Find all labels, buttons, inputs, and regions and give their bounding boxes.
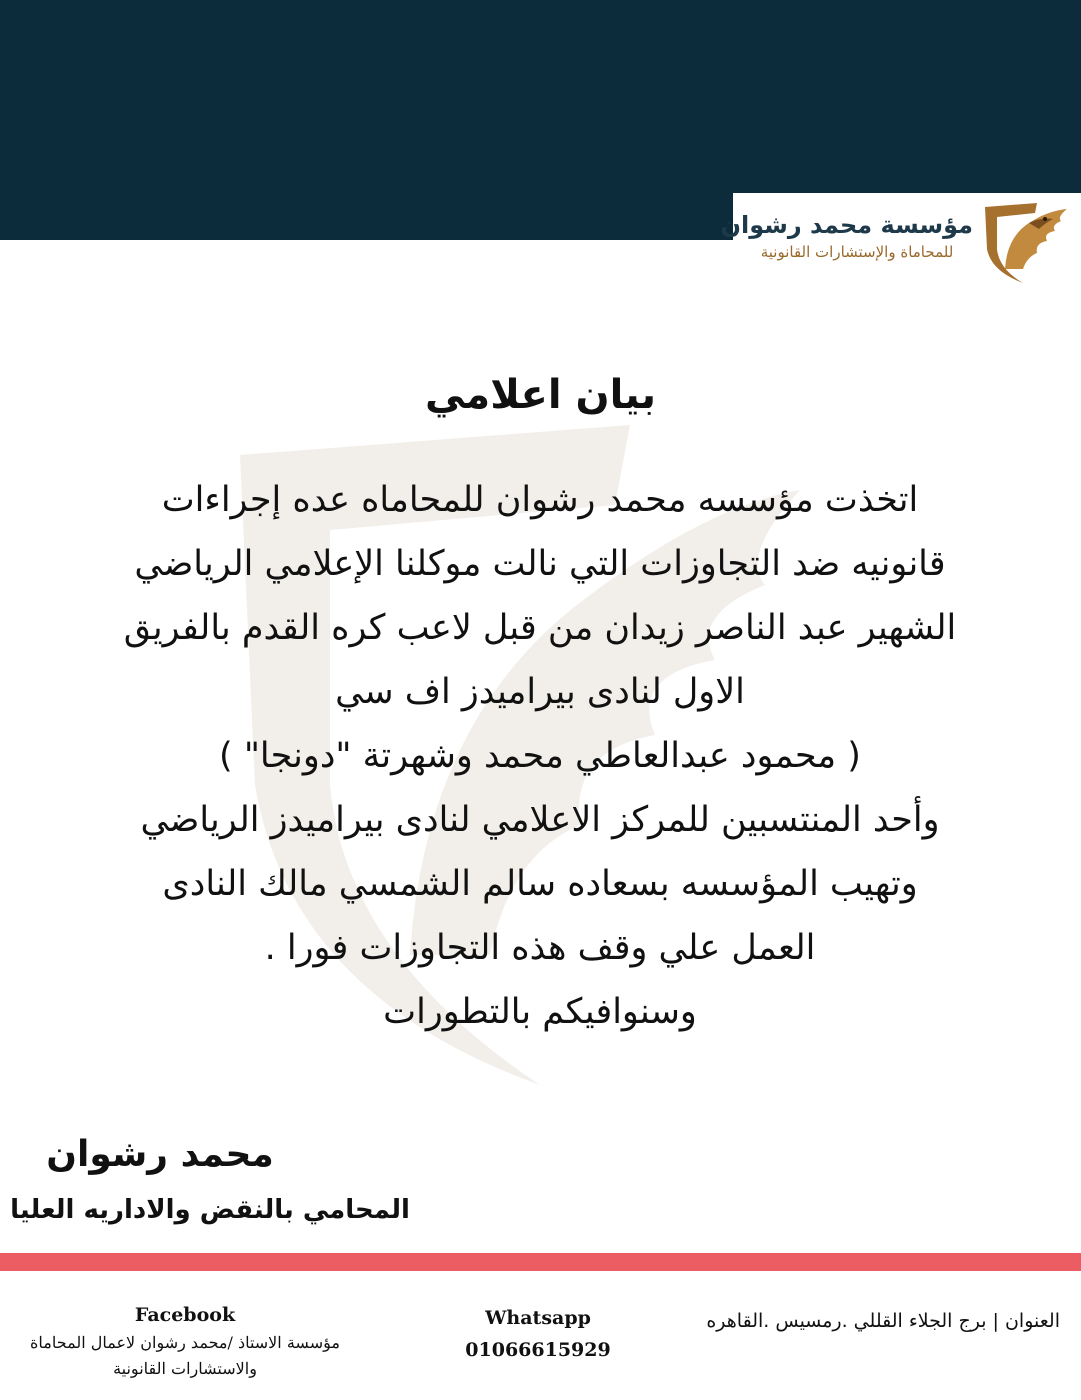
footer-whatsapp [438, 1303, 638, 1367]
statement-line: ( محمود عبدالعاطي محمد وشهرتة "دونجا" ) [219, 736, 861, 776]
statement-line: وسنوافيكم بالتطورات [383, 992, 697, 1032]
facebook-page-name-cont: والاستشارات القانونية [113, 1359, 257, 1378]
statement-line: الاول لنادى بيراميدز اف سي [335, 672, 745, 712]
footer-address: العنوان | برج الجلاء القللي .رمسيس .القاهره [706, 1310, 1060, 1332]
logo-subtitle: للمحاماة والإستشارات القانونية [760, 243, 954, 261]
eagle-emblem-icon [977, 197, 1073, 287]
facebook-page-name: مؤسسة الاستاذ /محمد رشوان لاعمال المحاماة [30, 1333, 340, 1352]
signature-block [0, 1128, 420, 1230]
statement-line: الشهير عبد الناصر زيدان من قبل لاعب كره القدم بالفريق [123, 608, 957, 648]
facebook-label: Facebook [134, 1304, 236, 1326]
statement-line: وأحد المنتسبين للمركز الاعلامي لنادى بيراميدز الرياضي [140, 800, 940, 840]
signature-title: المحامي بالنقض والاداريه العليا [10, 1195, 410, 1225]
statement-line: وتهيب المؤسسه بسعاده سالم الشمسي مالك النادى [162, 864, 918, 904]
statement-title: بيان اعلامي [424, 372, 657, 418]
statement-line: العمل علي وقف هذه التجاوزات فورا . [264, 928, 816, 968]
logo-text [720, 209, 973, 263]
logo [720, 193, 1081, 290]
footer-facebook [0, 1300, 370, 1382]
logo-name: مؤسسة محمد رشوان [720, 211, 973, 239]
statement-body [40, 468, 1040, 1044]
statement-line: اتخذت مؤسسه محمد رشوان للمحاماه عده إجراءات [161, 480, 919, 520]
whatsapp-label: Whatsapp [485, 1307, 591, 1329]
footer-divider [0, 1253, 1081, 1271]
statement-line: قانونيه ضد التجاوزات التي نالت موكلنا الإعلامي الرياضي [134, 544, 946, 584]
whatsapp-number: 01066615929 [465, 1339, 611, 1361]
signature-name: محمد رشوان [46, 1134, 274, 1175]
